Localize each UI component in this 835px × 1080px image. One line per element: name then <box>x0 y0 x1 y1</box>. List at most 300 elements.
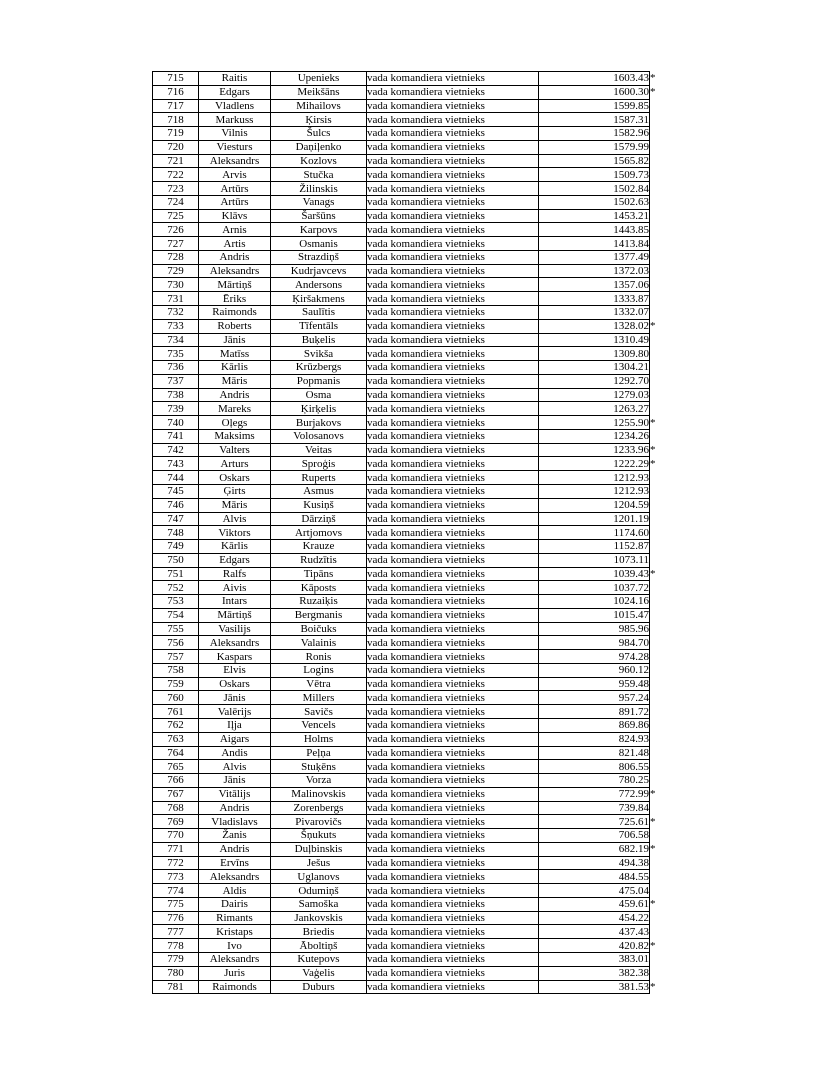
position-cell: vada komandiera vietnieks <box>367 774 539 788</box>
first-name-cell: Andris <box>199 801 271 815</box>
row-number-cell: 775 <box>153 897 199 911</box>
position-cell: vada komandiera vietnieks <box>367 443 539 457</box>
first-name-cell: Markuss <box>199 113 271 127</box>
value-cell: 1599.85 <box>539 99 650 113</box>
asterisk-marker <box>650 498 664 512</box>
value-cell: 1502.63 <box>539 195 650 209</box>
asterisk-marker <box>650 292 664 306</box>
row-number-cell: 742 <box>153 443 199 457</box>
value-cell: 1037.72 <box>539 581 650 595</box>
last-name-cell: Duļbinskis <box>271 842 367 856</box>
first-name-cell: Viktors <box>199 526 271 540</box>
row-number-cell: 756 <box>153 636 199 650</box>
row-number-cell: 754 <box>153 608 199 622</box>
row-number-cell: 769 <box>153 815 199 829</box>
position-cell: vada komandiera vietnieks <box>367 760 539 774</box>
first-name-cell: Jānis <box>199 691 271 705</box>
row-number-cell: 731 <box>153 292 199 306</box>
asterisk-marker <box>650 953 664 967</box>
position-cell: vada komandiera vietnieks <box>367 567 539 581</box>
asterisk-marker <box>650 705 664 719</box>
table-row <box>153 429 664 443</box>
row-number-cell: 726 <box>153 223 199 237</box>
asterisk-marker <box>650 718 664 732</box>
row-number-cell: 747 <box>153 512 199 526</box>
last-name-cell: Uglanovs <box>271 870 367 884</box>
position-cell: vada komandiera vietnieks <box>367 512 539 526</box>
last-name-cell: Valainis <box>271 636 367 650</box>
value-cell: 381.53 <box>539 980 650 994</box>
value-cell: 739.84 <box>539 801 650 815</box>
row-number-cell: 764 <box>153 746 199 760</box>
table-row <box>153 829 664 843</box>
asterisk-marker: * <box>650 898 656 911</box>
table-row <box>153 512 664 526</box>
position-cell: vada komandiera vietnieks <box>367 140 539 154</box>
table-row <box>153 168 664 182</box>
row-number-cell: 780 <box>153 966 199 980</box>
table-row <box>153 278 664 292</box>
value-cell: 1413.84 <box>539 237 650 251</box>
value-cell: 1310.49 <box>539 333 650 347</box>
value-cell: 1174.60 <box>539 526 650 540</box>
row-number-cell: 781 <box>153 980 199 994</box>
first-name-cell: Vilnis <box>199 127 271 141</box>
asterisk-marker <box>650 250 664 264</box>
table-row <box>153 774 664 788</box>
asterisk-marker <box>650 925 664 939</box>
row-number-cell: 721 <box>153 154 199 168</box>
asterisk-marker <box>650 127 664 141</box>
position-cell: vada komandiera vietnieks <box>367 195 539 209</box>
row-number-cell: 777 <box>153 925 199 939</box>
asterisk-marker <box>650 774 664 788</box>
asterisk-marker <box>650 209 664 223</box>
last-name-cell: Ruzaiķis <box>271 595 367 609</box>
last-name-cell: Osmanis <box>271 237 367 251</box>
asterisk-marker <box>650 99 664 113</box>
asterisk-marker <box>650 347 664 361</box>
asterisk-marker <box>650 870 664 884</box>
asterisk-marker <box>650 608 664 622</box>
row-number-cell: 734 <box>153 333 199 347</box>
value-cell: 824.93 <box>539 732 650 746</box>
position-cell: vada komandiera vietnieks <box>367 182 539 196</box>
last-name-cell: Šulcs <box>271 127 367 141</box>
last-name-cell: Andersons <box>271 278 367 292</box>
position-cell: vada komandiera vietnieks <box>367 636 539 650</box>
table-row <box>153 650 664 664</box>
first-name-cell: Aleksandrs <box>199 264 271 278</box>
first-name-cell: Arnis <box>199 223 271 237</box>
asterisk-marker: * <box>650 320 656 333</box>
table-row <box>153 361 664 375</box>
value-cell: 1201.19 <box>539 512 650 526</box>
asterisk-marker <box>650 663 664 677</box>
row-number-cell: 729 <box>153 264 199 278</box>
value-cell: 1502.84 <box>539 182 650 196</box>
last-name-cell: Logins <box>271 663 367 677</box>
table-row <box>153 842 664 856</box>
position-cell: vada komandiera vietnieks <box>367 815 539 829</box>
last-name-cell: Daņiļenko <box>271 140 367 154</box>
first-name-cell: Kārlis <box>199 540 271 554</box>
first-name-cell: Artis <box>199 237 271 251</box>
asterisk-marker <box>650 154 664 168</box>
asterisk-marker <box>650 746 664 760</box>
table-row <box>153 663 664 677</box>
row-number-cell: 724 <box>153 195 199 209</box>
first-name-cell: Aldis <box>199 884 271 898</box>
row-number-cell: 779 <box>153 953 199 967</box>
position-cell: vada komandiera vietnieks <box>367 250 539 264</box>
asterisk-marker <box>650 636 664 650</box>
value-cell: 383.01 <box>539 953 650 967</box>
position-cell: vada komandiera vietnieks <box>367 498 539 512</box>
value-cell: 780.25 <box>539 774 650 788</box>
value-cell: 420.82 <box>539 939 650 953</box>
row-number-cell: 745 <box>153 484 199 498</box>
first-name-cell: Ralfs <box>199 567 271 581</box>
first-name-cell: Aleksandrs <box>199 953 271 967</box>
position-cell: vada komandiera vietnieks <box>367 884 539 898</box>
table-row <box>153 622 664 636</box>
last-name-cell: Svikša <box>271 347 367 361</box>
value-cell: 1332.07 <box>539 306 650 320</box>
table-body <box>153 72 664 994</box>
first-name-cell: Raitis <box>199 72 271 86</box>
first-name-cell: Žanis <box>199 829 271 843</box>
last-name-cell: Artjomovs <box>271 526 367 540</box>
first-name-cell: Māris <box>199 374 271 388</box>
asterisk-marker <box>650 361 664 375</box>
first-name-cell: Edgars <box>199 85 271 99</box>
asterisk-marker <box>650 306 664 320</box>
value-cell: 1600.30 <box>539 85 650 99</box>
first-name-cell: Dairis <box>199 897 271 911</box>
last-name-cell: Vaģelis <box>271 966 367 980</box>
asterisk-marker <box>650 856 664 870</box>
last-name-cell: Sproģis <box>271 457 367 471</box>
last-name-cell: Strazdiņš <box>271 250 367 264</box>
first-name-cell: Ģirts <box>199 484 271 498</box>
row-number-cell: 773 <box>153 870 199 884</box>
position-cell: vada komandiera vietnieks <box>367 842 539 856</box>
row-number-cell: 728 <box>153 250 199 264</box>
position-cell: vada komandiera vietnieks <box>367 154 539 168</box>
value-cell: 821.48 <box>539 746 650 760</box>
last-name-cell: Stučka <box>271 168 367 182</box>
value-cell: 869.86 <box>539 718 650 732</box>
value-cell: 1304.21 <box>539 361 650 375</box>
row-number-cell: 723 <box>153 182 199 196</box>
row-number-cell: 730 <box>153 278 199 292</box>
last-name-cell: Asmus <box>271 484 367 498</box>
row-number-cell: 750 <box>153 553 199 567</box>
row-number-cell: 772 <box>153 856 199 870</box>
asterisk-marker: * <box>650 939 656 952</box>
table-row <box>153 402 664 416</box>
table-row <box>153 870 664 884</box>
last-name-cell: Kusiņš <box>271 498 367 512</box>
table-row <box>153 374 664 388</box>
value-cell: 1509.73 <box>539 168 650 182</box>
first-name-cell: Aleksandrs <box>199 154 271 168</box>
table-row <box>153 250 664 264</box>
last-name-cell: Kozlovs <box>271 154 367 168</box>
last-name-cell: Tīfentāls <box>271 319 367 333</box>
row-number-cell: 735 <box>153 347 199 361</box>
position-cell: vada komandiera vietnieks <box>367 85 539 99</box>
row-number-cell: 715 <box>153 72 199 86</box>
row-number-cell: 765 <box>153 760 199 774</box>
position-cell: vada komandiera vietnieks <box>367 911 539 925</box>
last-name-cell: Žilinskis <box>271 182 367 196</box>
value-cell: 1292.70 <box>539 374 650 388</box>
last-name-cell: Duburs <box>271 980 367 994</box>
value-cell: 382.38 <box>539 966 650 980</box>
asterisk-marker <box>650 650 664 664</box>
value-cell: 1233.96 <box>539 443 650 457</box>
row-number-cell: 718 <box>153 113 199 127</box>
asterisk-marker: * <box>650 567 656 580</box>
value-cell: 959.48 <box>539 677 650 691</box>
row-number-cell: 741 <box>153 429 199 443</box>
value-cell: 1255.90 <box>539 416 650 430</box>
row-number-cell: 768 <box>153 801 199 815</box>
first-name-cell: Juris <box>199 966 271 980</box>
row-number-cell: 732 <box>153 306 199 320</box>
row-number-cell: 771 <box>153 842 199 856</box>
table-row <box>153 760 664 774</box>
first-name-cell: Maksims <box>199 429 271 443</box>
position-cell: vada komandiera vietnieks <box>367 897 539 911</box>
value-cell: 1443.85 <box>539 223 650 237</box>
value-cell: 1204.59 <box>539 498 650 512</box>
row-number-cell: 763 <box>153 732 199 746</box>
asterisk-marker <box>650 264 664 278</box>
position-cell: vada komandiera vietnieks <box>367 402 539 416</box>
table-row <box>153 195 664 209</box>
row-number-cell: 722 <box>153 168 199 182</box>
last-name-cell: Karpovs <box>271 223 367 237</box>
table-row <box>153 884 664 898</box>
row-number-cell: 760 <box>153 691 199 705</box>
last-name-cell: Malinovskis <box>271 787 367 801</box>
asterisk-marker <box>650 581 664 595</box>
last-name-cell: Vencels <box>271 718 367 732</box>
personnel-table <box>152 71 664 994</box>
last-name-cell: Volosanovs <box>271 429 367 443</box>
first-name-cell: Intars <box>199 595 271 609</box>
last-name-cell: Peļņa <box>271 746 367 760</box>
table-row <box>153 897 664 911</box>
last-name-cell: Āboltiņš <box>271 939 367 953</box>
last-name-cell: Ķirsis <box>271 113 367 127</box>
position-cell: vada komandiera vietnieks <box>367 650 539 664</box>
position-cell: vada komandiera vietnieks <box>367 416 539 430</box>
position-cell: vada komandiera vietnieks <box>367 705 539 719</box>
value-cell: 974.28 <box>539 650 650 664</box>
table-row <box>153 347 664 361</box>
position-cell: vada komandiera vietnieks <box>367 237 539 251</box>
table-row <box>153 484 664 498</box>
table-row <box>153 443 664 457</box>
table-row <box>153 498 664 512</box>
row-number-cell: 753 <box>153 595 199 609</box>
first-name-cell: Valters <box>199 443 271 457</box>
position-cell: vada komandiera vietnieks <box>367 953 539 967</box>
asterisk-marker <box>650 333 664 347</box>
first-name-cell: Aleksandrs <box>199 636 271 650</box>
last-name-cell: Boičuks <box>271 622 367 636</box>
row-number-cell: 751 <box>153 567 199 581</box>
last-name-cell: Šņukuts <box>271 829 367 843</box>
position-cell: vada komandiera vietnieks <box>367 980 539 994</box>
last-name-cell: Šaršūns <box>271 209 367 223</box>
value-cell: 985.96 <box>539 622 650 636</box>
asterisk-marker: * <box>650 815 656 828</box>
table-row <box>153 154 664 168</box>
asterisk-marker <box>650 760 664 774</box>
value-cell: 1234.26 <box>539 429 650 443</box>
first-name-cell: Jānis <box>199 774 271 788</box>
first-name-cell: Roberts <box>199 319 271 333</box>
asterisk-marker: * <box>650 72 656 85</box>
asterisk-marker <box>650 732 664 746</box>
table-row <box>153 718 664 732</box>
first-name-cell: Rimants <box>199 911 271 925</box>
row-number-cell: 743 <box>153 457 199 471</box>
asterisk-marker <box>650 512 664 526</box>
row-number-cell: 774 <box>153 884 199 898</box>
asterisk-marker <box>650 113 664 127</box>
last-name-cell: Vētra <box>271 677 367 691</box>
first-name-cell: Iļja <box>199 718 271 732</box>
table-row <box>153 306 664 320</box>
table-row <box>153 99 664 113</box>
row-number-cell: 720 <box>153 140 199 154</box>
position-cell: vada komandiera vietnieks <box>367 347 539 361</box>
first-name-cell: Vasilijs <box>199 622 271 636</box>
last-name-cell: Krūzbergs <box>271 361 367 375</box>
value-cell: 1377.49 <box>539 250 650 264</box>
asterisk-marker <box>650 374 664 388</box>
last-name-cell: Buķelis <box>271 333 367 347</box>
first-name-cell: Andris <box>199 388 271 402</box>
position-cell: vada komandiera vietnieks <box>367 746 539 760</box>
last-name-cell: Kutepovs <box>271 953 367 967</box>
row-number-cell: 752 <box>153 581 199 595</box>
last-name-cell: Saulītis <box>271 306 367 320</box>
first-name-cell: Mārtiņš <box>199 608 271 622</box>
last-name-cell: Popmanis <box>271 374 367 388</box>
position-cell: vada komandiera vietnieks <box>367 99 539 113</box>
table-row <box>153 746 664 760</box>
row-number-cell: 767 <box>153 787 199 801</box>
last-name-cell: Upenieks <box>271 72 367 86</box>
row-number-cell: 739 <box>153 402 199 416</box>
last-name-cell: Stuķēns <box>271 760 367 774</box>
value-cell: 1582.96 <box>539 127 650 141</box>
value-cell: 1279.03 <box>539 388 650 402</box>
first-name-cell: Edgars <box>199 553 271 567</box>
position-cell: vada komandiera vietnieks <box>367 718 539 732</box>
first-name-cell: Oskars <box>199 677 271 691</box>
last-name-cell: Vorza <box>271 774 367 788</box>
first-name-cell: Artūrs <box>199 182 271 196</box>
asterisk-marker <box>650 429 664 443</box>
first-name-cell: Vitālijs <box>199 787 271 801</box>
table-row <box>153 319 664 333</box>
position-cell: vada komandiera vietnieks <box>367 264 539 278</box>
table-row <box>153 333 664 347</box>
value-cell: 1263.27 <box>539 402 650 416</box>
table-row <box>153 939 664 953</box>
row-number-cell: 757 <box>153 650 199 664</box>
table-row <box>153 416 664 430</box>
asterisk-marker <box>650 622 664 636</box>
asterisk-marker <box>650 388 664 402</box>
value-cell: 725.61 <box>539 815 650 829</box>
asterisk-marker: * <box>650 444 656 457</box>
row-number-cell: 746 <box>153 498 199 512</box>
last-name-cell: Tipāns <box>271 567 367 581</box>
first-name-cell: Artūrs <box>199 195 271 209</box>
asterisk-marker <box>650 677 664 691</box>
asterisk-marker <box>650 168 664 182</box>
table-row <box>153 966 664 980</box>
first-name-cell: Mareks <box>199 402 271 416</box>
value-cell: 682.19 <box>539 842 650 856</box>
position-cell: vada komandiera vietnieks <box>367 581 539 595</box>
position-cell: vada komandiera vietnieks <box>367 209 539 223</box>
row-number-cell: 761 <box>153 705 199 719</box>
first-name-cell: Kārlis <box>199 361 271 375</box>
table-row <box>153 608 664 622</box>
asterisk-marker <box>650 140 664 154</box>
row-number-cell: 725 <box>153 209 199 223</box>
first-name-cell: Aleksandrs <box>199 870 271 884</box>
asterisk-marker: * <box>650 457 656 470</box>
first-name-cell: Valērijs <box>199 705 271 719</box>
position-cell: vada komandiera vietnieks <box>367 540 539 554</box>
asterisk-marker <box>650 471 664 485</box>
value-cell: 1603.43 <box>539 72 650 86</box>
table-row <box>153 567 664 581</box>
first-name-cell: Alvis <box>199 760 271 774</box>
asterisk-marker: * <box>650 788 656 801</box>
table-row <box>153 182 664 196</box>
first-name-cell: Oļegs <box>199 416 271 430</box>
row-number-cell: 755 <box>153 622 199 636</box>
value-cell: 1579.99 <box>539 140 650 154</box>
position-cell: vada komandiera vietnieks <box>367 622 539 636</box>
first-name-cell: Andris <box>199 842 271 856</box>
last-name-cell: Ješus <box>271 856 367 870</box>
first-name-cell: Elvis <box>199 663 271 677</box>
asterisk-marker: * <box>650 416 656 429</box>
position-cell: vada komandiera vietnieks <box>367 925 539 939</box>
table-row <box>153 581 664 595</box>
position-cell: vada komandiera vietnieks <box>367 113 539 127</box>
value-cell: 484.55 <box>539 870 650 884</box>
last-name-cell: Ruperts <box>271 471 367 485</box>
value-cell: 437.43 <box>539 925 650 939</box>
first-name-cell: Aivis <box>199 581 271 595</box>
last-name-cell: Savičs <box>271 705 367 719</box>
value-cell: 1015.47 <box>539 608 650 622</box>
